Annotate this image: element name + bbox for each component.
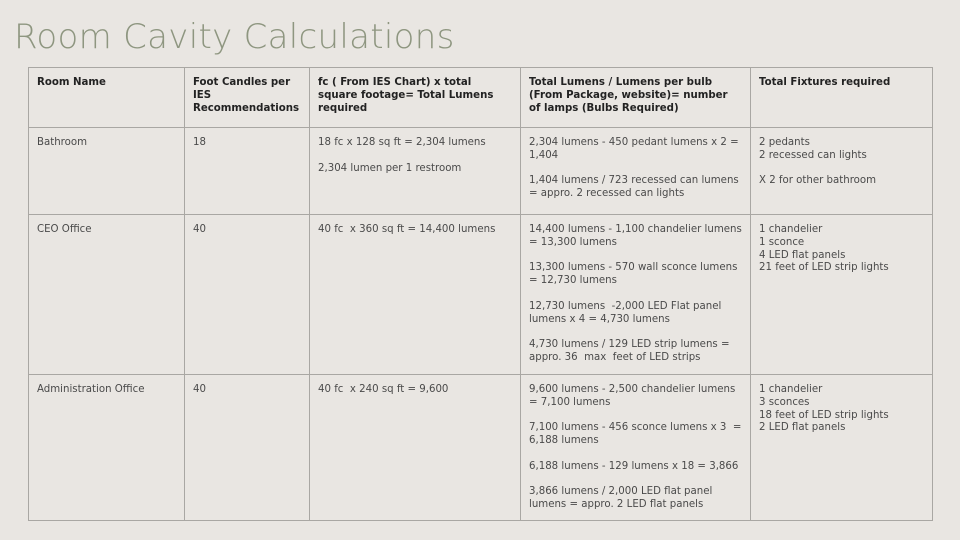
cell-text-line: 9,600 lumens - 2,500 chandelier lumens = 7,100 lumens (529, 384, 739, 408)
cell-text-line: 14,400 lumens - 1,100 chandelier lumens = 13,300 lumens (529, 224, 746, 248)
lamps-calc-cell (521, 215, 751, 375)
room-name-cell: Bathroom (29, 128, 185, 215)
cell-text-line: 4 LED flat panels (759, 249, 846, 261)
cell-text-line: 40 fc x 240 sq ft = 9,600 (318, 384, 449, 395)
header-total-fixtures: Total Fixtures required (751, 68, 933, 128)
lamps-calc-cell (521, 375, 751, 521)
fixtures-cell (751, 128, 933, 215)
cell-text-line: 12,730 lumens -2,000 LED Flat panel lumens x 4 = 4,730 lumens (529, 300, 725, 325)
cell-text-line: 40 fc x 360 sq ft = 14,400 lumens (318, 224, 496, 235)
room-cavity-table (28, 67, 933, 521)
paragraph-gap (529, 474, 742, 487)
table-row (29, 128, 933, 215)
paragraph-gap (529, 448, 742, 461)
table-header-row (29, 68, 933, 128)
fixtures-cell (751, 215, 933, 375)
cell-text-line: 21 feet of LED strip lights (759, 262, 889, 274)
cell-text-line: 1 sconce (759, 236, 805, 248)
header-total-lumens-required: fc ( From IES Chart) x total square footage= Total Lumens required (310, 68, 521, 128)
lumens-required-cell (310, 215, 521, 375)
paragraph-gap (529, 163, 742, 176)
cell-text-line: 1 chandelier (759, 384, 823, 395)
header-room-name: Room Name (29, 68, 185, 128)
cell-text-line: 3 sconces (759, 396, 810, 408)
lumens-required-cell (310, 128, 521, 215)
cell-text-line: 7,100 lumens - 456 sconce lumens x 3 = 6,188 lumens (529, 422, 745, 447)
lumens-required-cell (310, 375, 521, 521)
paragraph-gap (529, 326, 742, 339)
fixtures-cell (751, 375, 933, 521)
header-foot-candles: Foot Candles per IES Recommendations (185, 68, 310, 128)
cell-text-line: 2 pedants (759, 137, 810, 148)
foot-candles-cell: 18 (185, 128, 310, 215)
cell-text-line: 13,300 lumens - 570 wall sconce lumens = 12,730 lumens (529, 262, 741, 287)
paragraph-gap (529, 410, 742, 423)
cell-text-line: 2 recessed can lights (759, 149, 867, 161)
foot-candles-cell: 40 (185, 375, 310, 521)
room-name-cell: Administration Office (29, 375, 185, 521)
table-row (29, 215, 933, 375)
cell-text-line: 4,730 lumens / 129 LED strip lumens = appro. 36 max feet of LED strips (529, 339, 733, 363)
paragraph-gap (318, 150, 512, 163)
paragraph-gap (529, 288, 742, 301)
cell-text-line: 2,304 lumens - 450 pedant lumens x 2 = 1,404 (529, 137, 742, 161)
lamps-calc-cell (521, 128, 751, 215)
cell-text-line: 2 LED flat panels (759, 422, 846, 434)
paragraph-gap (529, 250, 742, 263)
cell-text-line: 18 feet of LED strip lights (759, 409, 889, 421)
cell-text-line: 18 fc x 128 sq ft = 2,304 lumens (318, 137, 486, 148)
header-number-of-lamps: Total Lumens / Lumens per bulb (From Package, website)= number of lamps (Bulbs Required) (521, 68, 751, 128)
cell-text-line: 2,304 lumen per 1 restroom (318, 162, 462, 174)
foot-candles-cell: 40 (185, 215, 310, 375)
paragraph-gap (759, 163, 924, 176)
table-row (29, 375, 933, 521)
cell-text-line: 1 chandelier (759, 224, 823, 235)
cell-text-line: 6,188 lumens - 129 lumens x 18 = 3,866 (529, 460, 739, 472)
slide-title: Room Cavity Calculations (14, 17, 455, 57)
cell-text-line: 1,404 lumens / 723 recessed can lumens = appro. 2 recessed can lights (529, 175, 742, 200)
room-name-cell: CEO Office (29, 215, 185, 375)
cell-text-line: X 2 for other bathroom (759, 175, 877, 187)
cell-text-line: 3,866 lumens / 2,000 LED flat panel lumens = appro. 2 LED flat panels (529, 486, 716, 511)
